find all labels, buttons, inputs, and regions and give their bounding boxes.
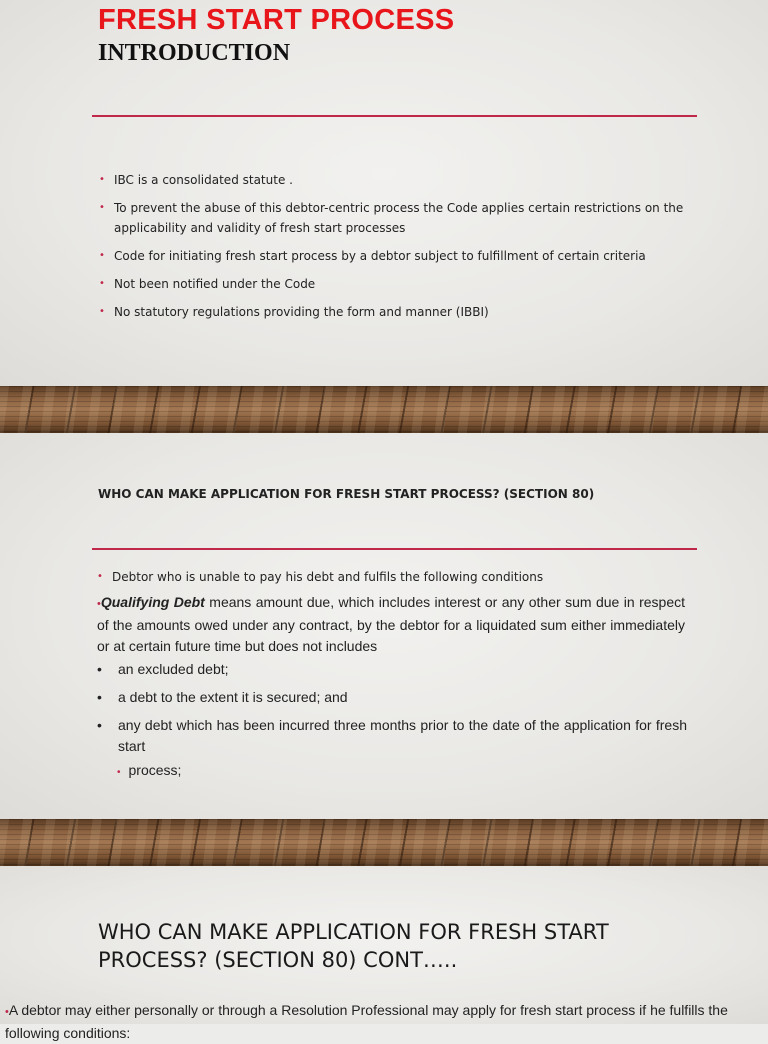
list-item: • a debt to the extent it is secured; and [97,687,687,708]
list-item: • To prevent the abuse of this debtor-centric process the Code applies certain restrictions on the applicability and validity of fresh start processes [99,198,684,238]
qualifying-debt-definition: •Qualifying Debt means amount due, which includes interest or any other sum due in respect of the amounts owed under any contract, by the debtor for a liquidated sum either immediately or at certain future time but does not includes [97,594,685,654]
wood-floor-band [0,819,768,866]
slide-heading: WHO CAN MAKE APPLICATION FOR FRESH START PROCESS? (SECTION 80) [98,487,595,501]
slide-body: •A debtor may either personally or through a Resolution Professional may apply for fresh start process if he fulfills the following conditions: [5,1002,728,1041]
bullet-icon: • [99,174,105,185]
list-item: • Not been notified under the Code [99,274,684,294]
exclusion-list [97,659,687,764]
slide-who-can-apply-cont [0,866,768,1041]
slide-heading: WHO CAN MAKE APPLICATION FOR FRESH START PROCESS? (SECTION 80) CONT….. [98,920,609,972]
slide-who-can-apply [0,433,768,819]
slide-title: FRESH START PROCESS [98,4,455,36]
divider-rule [92,115,697,117]
qualifying-debt-term: Qualifying Debt [100,594,205,610]
bullet-icon: • [5,1006,9,1018]
bullet-list [99,170,684,330]
bullet-icon: • [99,202,105,213]
bullet-icon: • [97,689,102,705]
bullet-icon: • [99,306,105,317]
divider-rule [92,548,697,550]
list-item: • Code for initiating fresh start process by a debtor subject to fulfillment of certain criteria [99,246,684,266]
bullet-icon: • [117,767,121,778]
list-item: • an excluded debt; [97,659,687,680]
list-item: • any debt which has been incurred three months prior to the date of the application for fresh start [97,717,687,754]
bullet-icon: • [97,717,102,733]
sub-list-item: • process; [117,762,182,778]
wood-floor-band [0,386,768,433]
bullet-icon: • [97,571,103,582]
slide-subtitle: INTRODUCTION [98,40,291,66]
bullet-icon: • [99,250,105,261]
bullet-icon: • [99,278,105,289]
slide-introduction [0,0,768,386]
bullet-icon: • [97,598,101,610]
bullet-list [97,567,697,587]
list-item: • Debtor who is unable to pay his debt and fulfils the following conditions [97,567,697,587]
bullet-icon: • [97,661,102,677]
list-item: • IBC is a consolidated statute . [99,170,684,190]
list-item: • No statutory regulations providing the form and manner (IBBI) [99,302,684,322]
